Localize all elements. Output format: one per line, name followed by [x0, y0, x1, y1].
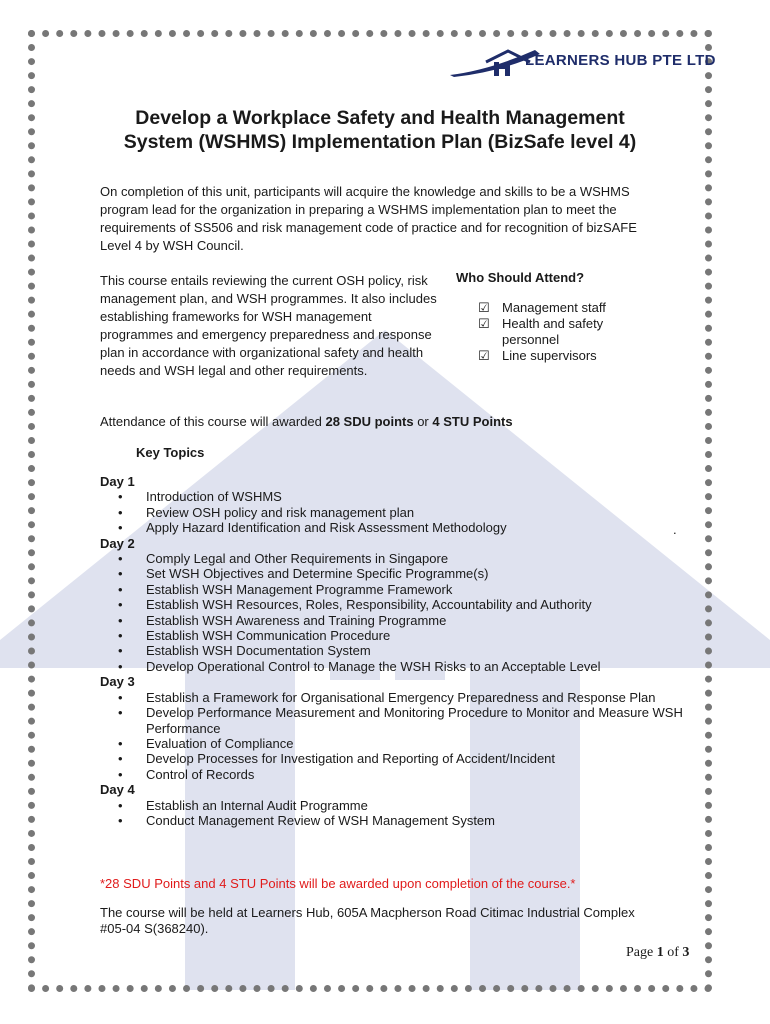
audience-item [478, 316, 638, 348]
day-heading: Day 2 [100, 535, 135, 551]
topic-item [100, 505, 700, 520]
course-description: This course entails reviewing the current OSH policy, risk management plan, and WSH programmes. It also includes establishing frameworks for WSH management programmes and emergency preparedness and response plan in accordance with organizational safety and health needs and WSH legal and other requirements. [100, 273, 437, 378]
bullet-icon: • [118, 504, 123, 520]
points-note: *28 SDU Points and 4 STU Points will be awarded upon completion of the course.* [100, 876, 576, 891]
topic-item [100, 489, 700, 504]
day-heading: Day 4 [100, 782, 135, 798]
bullet-icon: • [118, 643, 123, 659]
topic-item [100, 613, 700, 628]
audience-label: Management staff [502, 300, 606, 315]
bullet-icon: • [118, 766, 123, 782]
bullet-icon: • [118, 735, 123, 751]
audience-label: Line supervisors [502, 348, 597, 363]
page-title: Develop a Workplace Safety and Health Management System (WSHMS) Implementation Plan (BizSafe level 4) [123, 107, 637, 153]
topic-item [100, 628, 700, 643]
bullet-icon: • [118, 812, 123, 828]
topic-text: Evaluation of Compliance [146, 735, 294, 751]
topic-text: Establish an Internal Audit Programme [146, 797, 368, 813]
topic-text: Establish a Framework for Organisational Emergency Preparedness and Response Plan [146, 689, 656, 705]
audience-list [478, 300, 638, 364]
bullet-icon: • [118, 689, 123, 705]
topic-text: Set WSH Objectives and Determine Specific Programme(s) [146, 566, 489, 582]
stray-dot: . [673, 522, 677, 537]
topic-item [100, 751, 700, 766]
checkbox-icon: ☑ [478, 300, 490, 315]
day-heading: Day 3 [100, 674, 135, 690]
audience-item [478, 300, 638, 316]
bullet-icon: • [118, 628, 123, 644]
topic-item [100, 566, 700, 581]
bullet-icon: • [118, 658, 123, 674]
bullet-icon: • [118, 566, 123, 582]
topic-text: Establish WSH Awareness and Training Programme [146, 612, 447, 628]
topic-item [100, 659, 700, 674]
topic-text: Develop Performance Measurement and Monitoring Procedure to Monitor and Measure WSH Performance [146, 705, 683, 736]
topic-text: Control of Records [146, 766, 255, 782]
audience-item [478, 348, 638, 364]
day-heading: Day 1 [100, 474, 135, 489]
bullet-icon: • [118, 597, 123, 613]
bullet-icon: • [118, 705, 123, 721]
topic-item [100, 551, 700, 566]
topic-item [100, 813, 700, 828]
topic-item [100, 597, 700, 612]
topic-text: Comply Legal and Other Requirements in Singapore [146, 551, 449, 567]
page-number: Page 1 of 3 [626, 945, 690, 960]
bullet-icon: • [118, 797, 123, 813]
topic-text: Review OSH policy and risk management plan [146, 504, 415, 520]
key-topics-heading: Key Topics [136, 445, 205, 460]
intro-paragraph: On completion of this unit, participants will acquire the knowledge and skills to be a WSHMS program lead for the organization in preparing a WSHMS implementation plan to meet the requirements of SS506 and risk management code of practice and for recognition of bizSAFE Level 4 by WSH Council. [100, 184, 637, 253]
checkbox-icon: ☑ [478, 348, 490, 363]
topic-item [100, 705, 700, 736]
topic-text: Develop Operational Control to Manage the WSH Risks to an Acceptable Level [146, 658, 601, 674]
checkbox-icon: ☑ [478, 316, 490, 331]
topic-item [100, 582, 700, 597]
topics-by-day [100, 474, 700, 828]
topic-text: Establish WSH Management Programme Framework [146, 581, 453, 597]
bullet-icon: • [118, 581, 123, 597]
topic-text: Establish WSH Documentation System [146, 643, 371, 659]
topic-text: Establish WSH Communication Procedure [146, 628, 391, 644]
topic-item [100, 736, 700, 751]
bullet-icon: • [118, 489, 123, 505]
topic-text: Apply Hazard Identification and Risk Assessment Methodology [146, 520, 507, 536]
topic-text: Develop Processes for Investigation and Reporting of Accident/Incident [146, 751, 556, 767]
venue-text: The course will be held at Learners Hub, 605A Macpherson Road Citimac Industrial Complex #05-04 S(368240). [100, 905, 635, 936]
attendance-text: Attendance of this course will awarded 28 SDU points or 4 STU Points [100, 414, 513, 429]
who-should-attend-heading: Who Should Attend? [456, 270, 585, 285]
bullet-icon: • [118, 551, 123, 567]
topic-item [100, 767, 700, 782]
topic-text: Introduction of WSHMS [146, 489, 282, 505]
bullet-icon: • [118, 751, 123, 767]
topic-text: Establish WSH Resources, Roles, Responsibility, Accountability and Authority [146, 597, 592, 613]
topic-item [100, 520, 700, 535]
audience-label: Health and safety personnel [502, 316, 604, 347]
topic-item [100, 798, 700, 813]
logo-name: LEARNERS HUB PTE LTD [525, 52, 716, 69]
bullet-icon: • [118, 520, 123, 536]
topic-text: Conduct Management Review of WSH Management System [146, 812, 495, 828]
topic-item [100, 690, 700, 705]
topic-item [100, 643, 700, 658]
bullet-icon: • [118, 612, 123, 628]
